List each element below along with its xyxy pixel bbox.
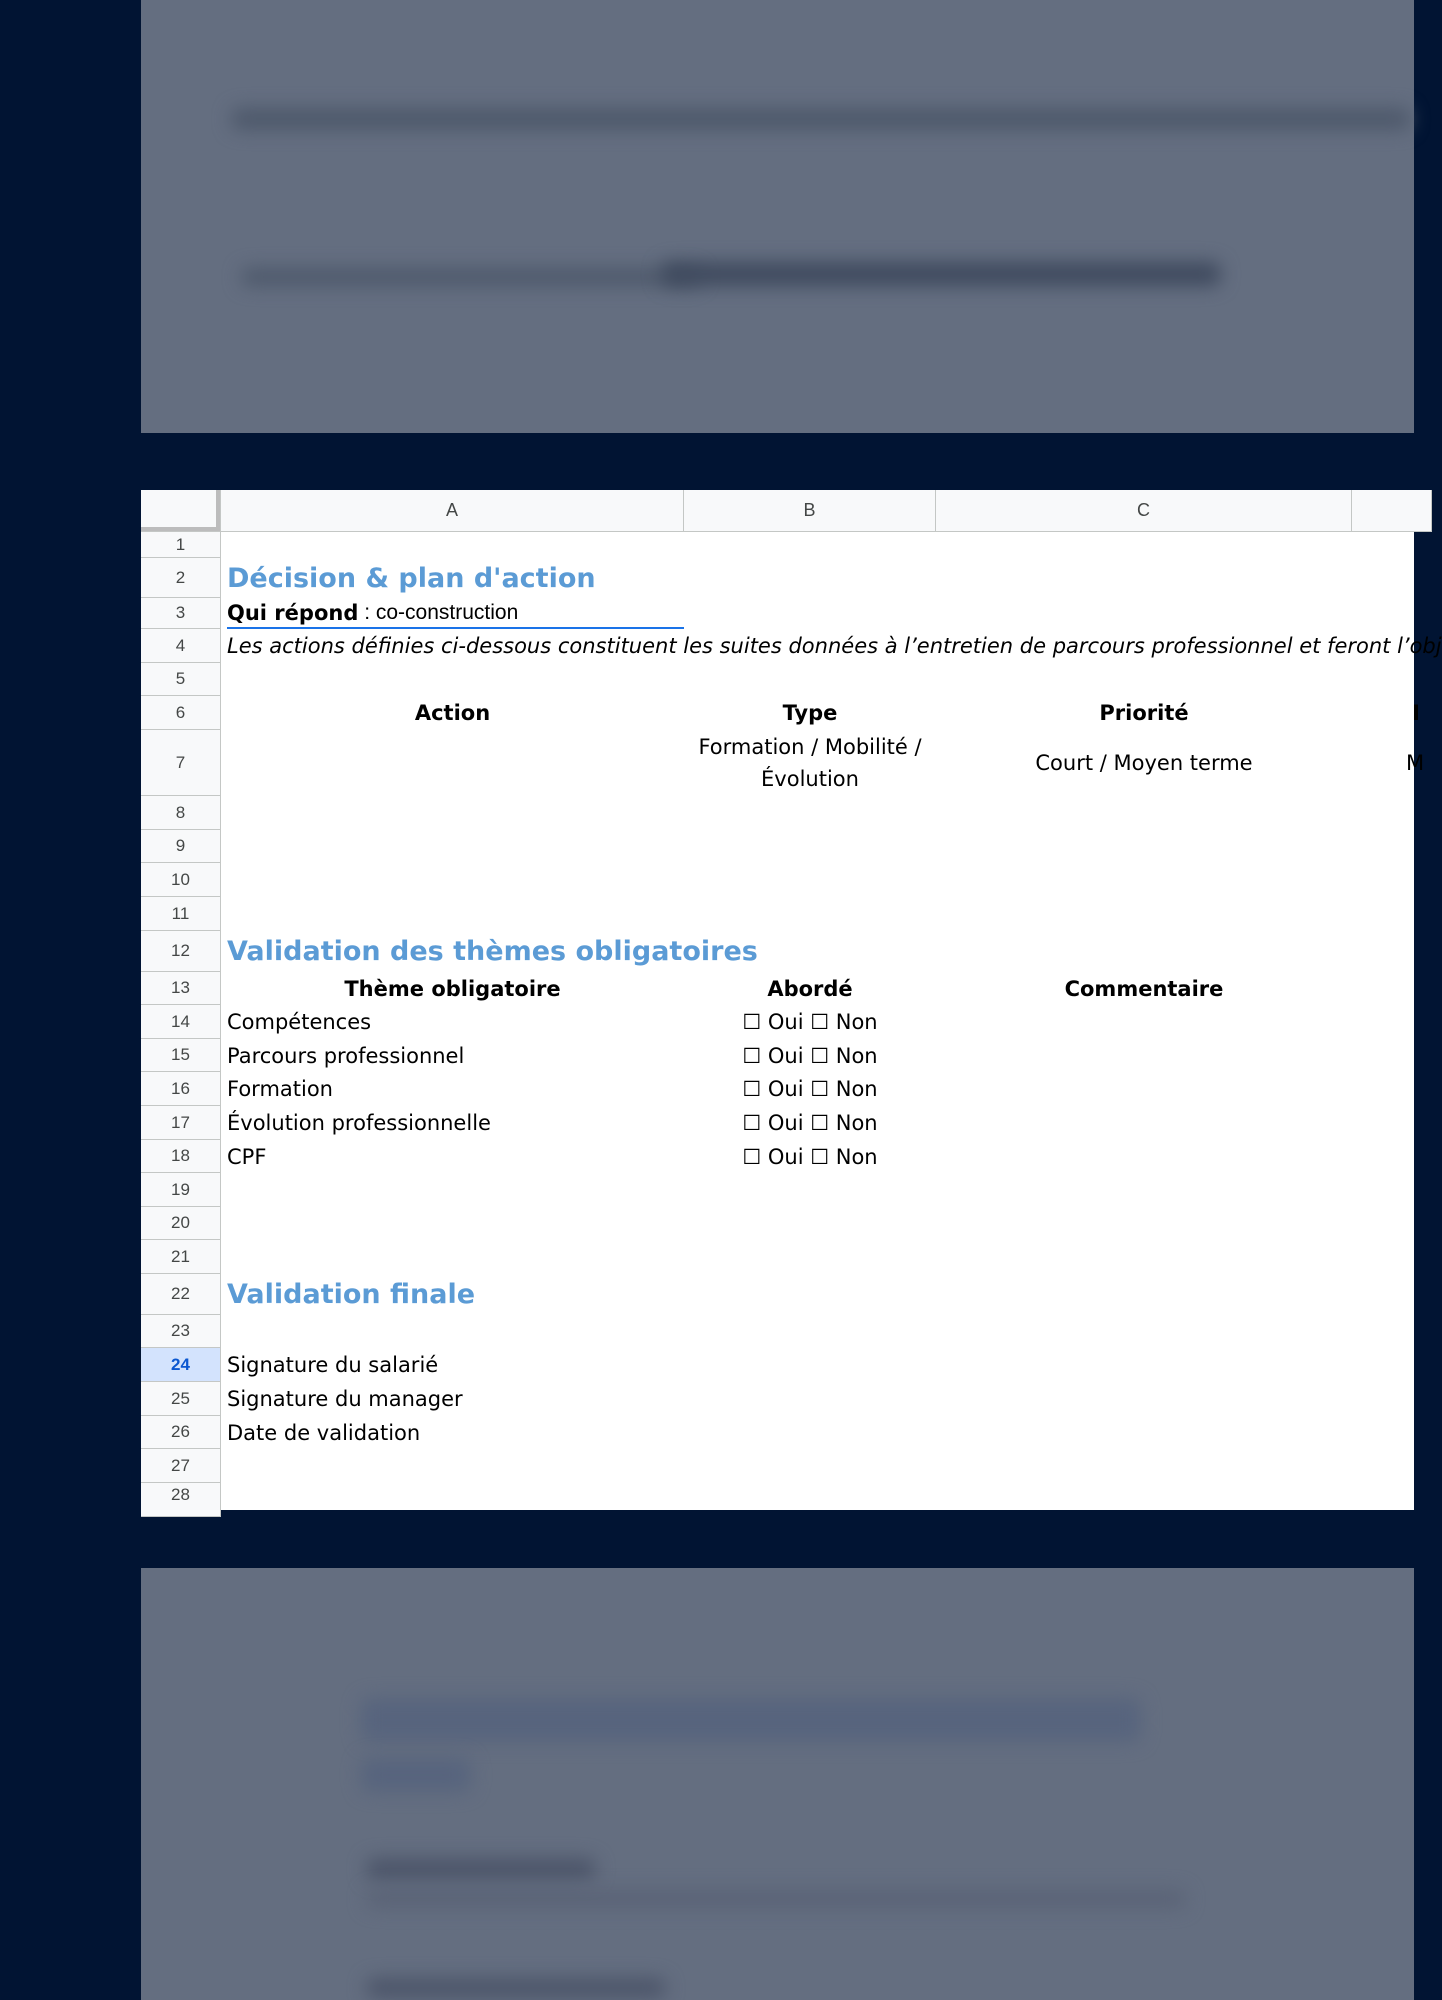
aborde-checkbox-parcours[interactable]: ☐ Oui ☐ Non (742, 1043, 878, 1068)
priority-hint: Court / Moyen terme (1035, 751, 1253, 775)
header-theme-obligatoire: Thème obligatoire (344, 976, 561, 1001)
row-header-24[interactable]: 24 (141, 1348, 221, 1382)
row-header-27[interactable]: 27 (141, 1449, 221, 1483)
row-header-17[interactable]: 17 (141, 1106, 221, 1140)
qui-repond-cell[interactable] (227, 598, 684, 629)
column-header-a[interactable]: A (221, 490, 684, 532)
signature-manager[interactable]: Signature du manager (227, 1387, 463, 1411)
blurred-heading (361, 1758, 471, 1792)
row-header-2[interactable]: 2 (141, 558, 221, 598)
header-commentaire: Commentaire (1064, 976, 1224, 1001)
row-header-14[interactable]: 14 (141, 1005, 221, 1039)
row-header-15[interactable]: 15 (141, 1039, 221, 1072)
signature-salarie[interactable]: Signature du salarié (227, 1353, 439, 1377)
blurred-text-line (366, 1978, 666, 1998)
aborde-checkbox-competences[interactable]: ☐ Oui ☐ Non (742, 1010, 878, 1034)
decision-section-title: Décision & plan d'action (227, 562, 596, 594)
row-header-26[interactable]: 26 (141, 1416, 221, 1449)
qui-repond-value: : co-construction (358, 600, 519, 624)
row-header-23[interactable]: 23 (141, 1315, 221, 1348)
row-header-10[interactable]: 10 (141, 863, 221, 897)
row-header-16[interactable]: 16 (141, 1072, 221, 1106)
theme-cpf: CPF (227, 1144, 267, 1169)
row-header-1[interactable]: 1 (141, 532, 221, 558)
row-header-21[interactable]: 21 (141, 1240, 221, 1274)
final-section-title: Validation finale (227, 1279, 476, 1310)
column-header-c[interactable]: C (936, 490, 1352, 532)
spreadsheet-view (141, 490, 1442, 1510)
select-all-corner[interactable] (141, 490, 221, 532)
theme-parcours-professionnel: Parcours professionnel (227, 1043, 465, 1068)
header-type: Type (782, 701, 838, 725)
aborde-checkbox-cpf[interactable]: ☐ Oui ☐ Non (742, 1144, 878, 1169)
blurred-text-line (241, 268, 701, 286)
theme-formation: Formation (227, 1077, 333, 1101)
blurred-page-above (141, 0, 1414, 433)
header-priorite: Priorité (1099, 701, 1189, 725)
row-header-12[interactable]: 12 (141, 931, 221, 972)
blurred-text-line (366, 1858, 596, 1880)
row-header-8[interactable]: 8 (141, 796, 221, 830)
row-header-18[interactable]: 18 (141, 1140, 221, 1173)
type-hint: Formation / Mobilité / Évolution (698, 735, 922, 791)
blurred-heading (361, 1698, 1141, 1742)
aborde-checkbox-evolution[interactable]: ☐ Oui ☐ Non (742, 1111, 878, 1135)
row-header-25[interactable]: 25 (141, 1382, 221, 1416)
theme-competences: Compétences (227, 1010, 372, 1034)
themes-section-title: Validation des thèmes obligatoires (227, 936, 758, 967)
row-header-7[interactable]: 7 (141, 730, 221, 796)
blurred-text-line (366, 1890, 1186, 1908)
blurred-text-line (661, 262, 1221, 286)
row-header-13[interactable]: 13 (141, 972, 221, 1005)
theme-evolution-professionnelle: Évolution professionnelle (227, 1111, 491, 1135)
row-header-4[interactable]: 4 (141, 629, 221, 663)
row-header-5[interactable]: 5 (141, 663, 221, 696)
row-header-19[interactable]: 19 (141, 1173, 221, 1207)
row-header-6[interactable]: 6 (141, 696, 221, 730)
decision-note: Les actions définies ci-dessous constituent les suites données à l’entretien de parcours professionnel et feront l’obj (227, 634, 1442, 658)
header-d-partial: I (1412, 701, 1420, 725)
blurred-page-below (141, 1568, 1414, 2000)
row-header-28[interactable]: 28 (141, 1483, 221, 1517)
column-header-b[interactable]: B (684, 490, 936, 532)
qui-repond-label: Qui répond (227, 600, 359, 625)
col-d-hint-partial: M (1406, 751, 1425, 775)
header-aborde: Abordé (767, 976, 853, 1001)
date-validation[interactable]: Date de validation (227, 1420, 421, 1445)
column-header-d[interactable] (1352, 490, 1432, 532)
row-header-9[interactable]: 9 (141, 830, 221, 863)
row-header-11[interactable]: 11 (141, 897, 221, 931)
row-header-20[interactable]: 20 (141, 1207, 221, 1240)
blurred-text-line (231, 108, 1411, 130)
header-action: Action (414, 701, 491, 725)
aborde-checkbox-formation[interactable]: ☐ Oui ☐ Non (742, 1077, 878, 1101)
row-header-3[interactable]: 3 (141, 598, 221, 629)
row-header-22[interactable]: 22 (141, 1274, 221, 1315)
